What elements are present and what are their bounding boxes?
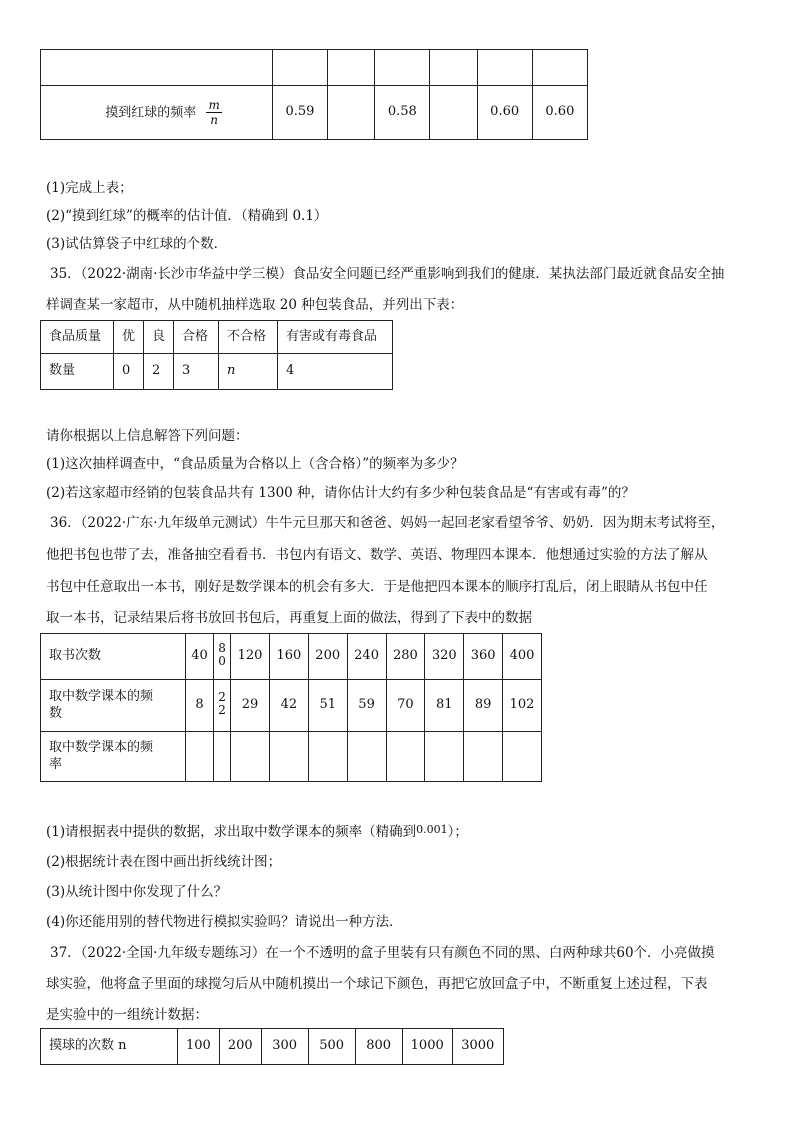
table-cell: 81 xyxy=(425,680,464,732)
row-label xyxy=(41,732,186,782)
table-header: 有害或有毒食品 xyxy=(278,321,393,354)
q34-item-3: (3)试估算袋子中红球的个数． xyxy=(46,236,228,252)
table-cell: 200 xyxy=(308,634,347,680)
q36-item-4: (4)你还能用别的替代物进行模拟实验吗？请说出一种方法． xyxy=(46,914,403,930)
table-cell xyxy=(386,732,425,782)
food-quality-table xyxy=(40,320,393,390)
table-cell xyxy=(532,50,587,86)
table-cell: 120 xyxy=(231,634,270,680)
q36-stem-line-3: 书包中任意取出一本书，刚好是数学课本的机会有多大．于是他把四本课本的顺序打乱后，闭上眼睛从书包中任 xyxy=(46,579,708,595)
q34-item-1: (1)完成上表； xyxy=(46,180,133,196)
fraction-m-over-n xyxy=(206,98,221,128)
table-cell: 300 xyxy=(261,1029,308,1065)
table-cell: 0 xyxy=(114,354,144,390)
fraction-denominator: n xyxy=(210,113,219,127)
table-cell: 42 xyxy=(269,680,308,732)
table-cell: 8 xyxy=(186,680,214,732)
precision-value: 0.001 xyxy=(416,823,448,836)
row-label xyxy=(41,1029,178,1065)
item-text: (1)请根据表中提供的数据，求出取中数学课本的频率（精确到 xyxy=(46,824,417,840)
table-cell: n xyxy=(219,354,278,390)
q35-stem-line-2: 样调查某一家超市，从中随机抽样选取 20 种包装食品，并列出下表： xyxy=(46,297,464,313)
table-cell: 360 xyxy=(464,634,503,680)
table-cell xyxy=(231,732,270,782)
row-label: 数量 xyxy=(41,354,114,390)
table-cell: 1000 xyxy=(402,1029,452,1065)
table-cell: 100 xyxy=(178,1029,220,1065)
q35-item-2: (2)若这家超市经销的包装食品共有 1300 种，请你估计大约有多少种包装食品是“有害或有毒”的？ xyxy=(46,485,635,501)
table-header: 良 xyxy=(144,321,174,354)
table-cell xyxy=(430,50,477,86)
table-cell xyxy=(41,50,273,86)
table-cell: 40 xyxy=(186,634,214,680)
table-cell xyxy=(186,732,214,782)
fraction-numerator: m xyxy=(208,97,220,112)
table-cell: 0.59 xyxy=(272,86,327,140)
table-cell xyxy=(430,86,477,140)
table-cell: 0.58 xyxy=(375,86,430,140)
q36-item-3: (3)从统计图中你发现了什么？ xyxy=(46,884,228,900)
table-cell xyxy=(503,732,542,782)
table-cell xyxy=(375,50,430,86)
ball-draw-table xyxy=(40,1028,504,1065)
table-header: 不合格 xyxy=(219,321,278,354)
table-cell: 320 xyxy=(425,634,464,680)
table-cell: 59 xyxy=(347,680,386,732)
table-cell: 4 xyxy=(278,354,393,390)
row-label-line-2: 率 xyxy=(49,756,63,772)
q36-stem-line-1: 36．（2022·广东·九年级单元测试）牛牛元旦那天和爸爸、妈妈一起回老家看望爷爷、奶奶．因为期末考试将至， xyxy=(50,515,725,531)
row-label-line-1: 取中数学课本的频 xyxy=(49,739,154,755)
q36-stem-line-2: 他把书包也带了去，准备抽空看看书．书包内有语文、数学、英语、物理四本课本．他想通过实验的方法了解从 xyxy=(46,547,708,563)
q37-stem-line-2: 球实验，他将盒子里面的球搅匀后从中随机摸出一个球记下颜色，再把它放回盒子中，不断重复上述过程，下表 xyxy=(46,976,708,992)
q37-stem-line-1: 37．（2022·全国·九年级专题练习）在一个不透明的盒子里装有只有颜色不同的黑、白两种球共60个．小亮做摸 xyxy=(50,945,715,961)
table-cell xyxy=(328,50,375,86)
row-label-line-2: 数 xyxy=(49,705,63,721)
table-header: 合格 xyxy=(174,321,219,354)
table-cell xyxy=(272,50,327,86)
vertical-number: 8 0 xyxy=(218,640,226,669)
table-cell xyxy=(464,732,503,782)
table-cell xyxy=(308,732,347,782)
table-cell xyxy=(328,86,375,140)
row-label-line-1: 取中数学课本的频 xyxy=(49,688,154,704)
table-cell: 200 xyxy=(219,1029,261,1065)
table-cell: 0.60 xyxy=(532,86,587,140)
table-cell: 160 xyxy=(269,634,308,680)
item-text-end: ）； xyxy=(447,824,468,840)
table-cell: 400 xyxy=(503,634,542,680)
table-cell: 2 xyxy=(144,354,174,390)
table-cell xyxy=(214,634,231,680)
table-cell xyxy=(214,680,231,732)
label-text: 摸到红球的频率 xyxy=(105,105,197,120)
q36-item-1 xyxy=(46,820,468,840)
table-cell: 3000 xyxy=(452,1029,503,1065)
table-cell: 3 xyxy=(174,354,219,390)
table-cell: 800 xyxy=(355,1029,402,1065)
table-cell: 102 xyxy=(503,680,542,732)
table-cell: 89 xyxy=(464,680,503,732)
q35-prompt: 请你根据以上信息解答下列问题： xyxy=(46,428,249,444)
q36-item-2: (2)根据统计表在图中画出折线统计图； xyxy=(46,854,282,870)
book-draw-table xyxy=(40,633,542,782)
table-cell: 240 xyxy=(347,634,386,680)
q34-item-2: (2)“摸到红球”的概率的估计值．（精确到 0.1） xyxy=(46,208,328,224)
row-label: 取书次数 xyxy=(41,634,186,680)
q37-stem-line-3: 是实验中的一组统计数据： xyxy=(46,1007,208,1023)
table-header: 优 xyxy=(114,321,144,354)
table-cell xyxy=(477,50,532,86)
q35-item-1: (1)这次抽样调查中，“食品质量为合格以上（含合格）”的频率为多少？ xyxy=(46,456,464,472)
table-cell xyxy=(269,732,308,782)
q35-stem-line-1: 35．（2022·湖南·长沙市华益中学三模）食品安全问题已经严重影响到我们的健康．某执法部门最近就食品安全抽 xyxy=(50,266,725,282)
table-header: 食品质量 xyxy=(41,321,114,354)
table-cell: 280 xyxy=(386,634,425,680)
table-cell: 500 xyxy=(308,1029,355,1065)
table-cell: 70 xyxy=(386,680,425,732)
vertical-number: 2 2 xyxy=(218,689,226,718)
table-cell xyxy=(425,732,464,782)
table-cell: 51 xyxy=(308,680,347,732)
q36-stem-line-4: 取一本书，记录结果后将书放回书包后，再重复上面的做法，得到了下表中的数据 xyxy=(46,610,532,626)
table-cell: 29 xyxy=(231,680,270,732)
table-cell: 0.60 xyxy=(477,86,532,140)
table-cell xyxy=(214,732,231,782)
row-label xyxy=(41,680,186,732)
frequency-table-top xyxy=(40,49,588,140)
row-label-red-frequency xyxy=(41,86,273,140)
row-label-text: 摸球的次数 n xyxy=(49,1038,127,1054)
table-cell xyxy=(347,732,386,782)
